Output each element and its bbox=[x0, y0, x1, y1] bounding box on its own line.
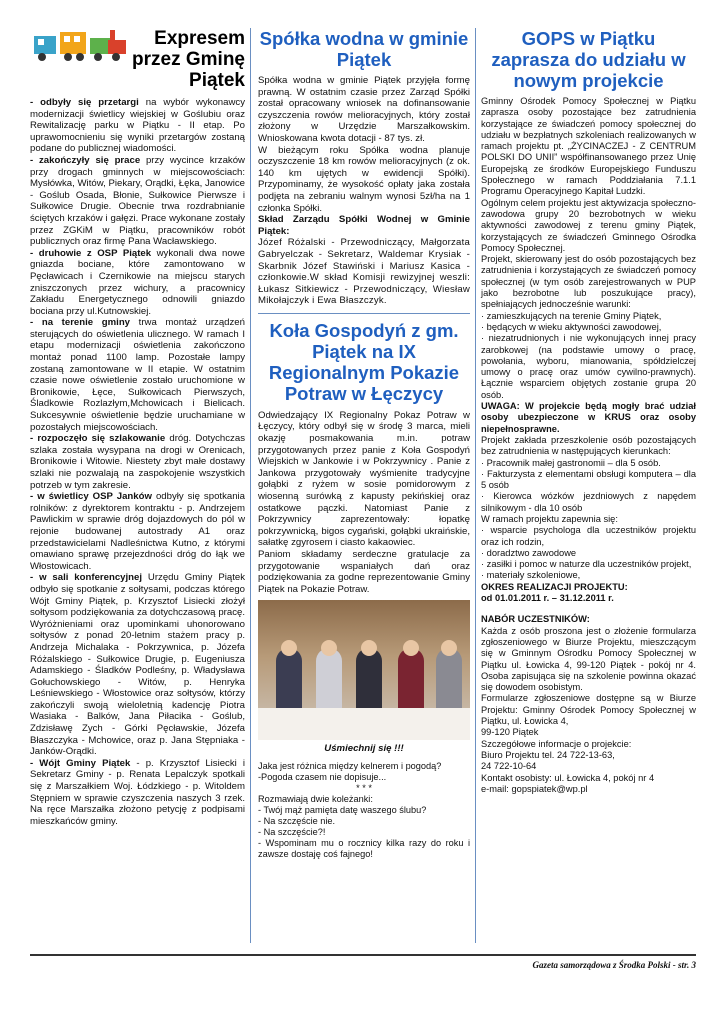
list-item: · Fakturzysta z elementami obsługi komputera – dla 5 osób bbox=[481, 468, 696, 491]
paragraph: Gminny Ośrodek Pomocy Społecznej w Piątku zaprasza osoby pozostające bez zatrudnienia korzystające ze świadczeń pomocy społecznej do udziału w bezpłatnych szkoleniach realizowanych w ramach projektu pt. „ŻYCINACZEJ - Z CENTRUM POLSKI DO UNII” współfinansowanego przez Unię Europejską ze środków Europejskiego Funduszu Społecznego w ramach Poddziałania 7.1.1 Programu Operacyjnego Kapitał Ludzki. bbox=[481, 96, 696, 197]
paragraph: Każda z osób proszona jest o złożenie formularza zgłoszeniowego w Biurze Projektu, mieszczącym się w Gminnym Ośrodku Pomocy Społecznej w Piątku ul. Łowicka 4, 99-120 Piątek - pokój nr 4. Osoba zapisująca się na szkolenie powinna okazać się dowodem osobistym. bbox=[481, 625, 696, 693]
list-item: · Pracownik małej gastronomii – dla 5 osób. bbox=[481, 457, 661, 468]
column-gops bbox=[481, 28, 696, 795]
phone: 24 722-10-64 bbox=[481, 761, 537, 772]
notice: UWAGA: W projekcie będą mogły brać udział osoby ubezpieczone w KRUS oraz osoby niepełnosprawne. bbox=[481, 401, 696, 434]
page-footer: Gazeta samorządowa z Środka Polski - str. 3 bbox=[30, 954, 696, 970]
news-item: - w sali konferencyjnej Urzędu Gminy Piątek odbyło się spotkanie z sołtysami, podczas którego Wójt Gminy Piątek, p. Krzysztof Lisiecki złożył sołtysom podziękowania za dotychczasową pracę. Wyróżnieniami oraz upominkami uhonorowano sołtysów z ponad 20-letnim stażem pracy p. Andrzeja Michalaka - Pokrzywnica, p. Józefa Różalskiego - Sułkowice Drugie, p. Eugeniusza Adamskiego - Śladków Podleśny, p. Władysława Gołuchowskiego - Witów, p. Henryka Leśniewskiego - Włostowice oraz sołtysów, którzy zakończyli swoją wieloletnią kadencję Piotra Wasiaka - Balków, Jana Piłacika - Goślub, Zdzisławę Zych - Górki Pęcławskie, Józefa Błaszczyka - Mchowice, oraz p. Jana Stępniaka - Janków-Orądki. bbox=[30, 572, 245, 758]
support-list bbox=[481, 525, 696, 581]
article-body bbox=[30, 97, 245, 827]
paragraph: Ogólnym celem projektu jest aktywizacja społeczno-zawodowa grupy 20 bezrobotnych w wieku aktywności zawodowej z terenu gminy Piątek, korzystających ze świadczeń Gminnego Ośrodka Pomocy Społecznej. bbox=[481, 197, 696, 253]
paragraph: Odwiedzający IX Regionalny Pokaz Potraw w Łęczycy, który odbył się w środę 3 marca, mieli okazję posmakowania m.in. potraw przygotowanych przez panie z Koła Gospodyń Wiejskich w Jankowie i w Pokrzywnicy . Panie z Jankowa przygotowały wyśmienite tradycyjne gołąbki z ryżem w sosie pomidorowym z wiosenną surówką z kapusty pekińskiej oraz ostatkowe pączki. Natomiast Panie z Pokrzywnicy zaprezentowały: łopatkę pokrzywnicką, bigos cygański, gołąbki ukraińskie, sałatkę zgyrosem i ciasto kakaowiec. bbox=[258, 409, 470, 549]
divider bbox=[258, 313, 470, 314]
joke-line: Rozmawiają dwie koleżanki: bbox=[258, 793, 373, 804]
phone: Biuro Projektu tel. 24 722-13-63, bbox=[481, 749, 615, 760]
news-item: - zakończyły się prace przy wycince krzaków przy drogach gminnych w miejscowościach: Mysłówka, Witów, Piekary, Orądki, Łęka, Janowice - Goślub Osada, Błonie, Sułkowice Pierwsze i Sułkowice Drugie. Obecnie trwa rozdrabnianie ściętych krzaków i gałęzi. Prace wykonane zostały przez ZGKiM w Piątku, pracowników robót publicznych oraz firmę Pana Wacławskiego. bbox=[30, 154, 245, 248]
joke-line: - Na szczęście nie. bbox=[258, 815, 336, 826]
paragraph: Paniom składamy serdeczne gratulacje za przygotowanie wspaniałych dań oraz podziękowania za godne reprezentowanie Gminy Piątek na Pokazie Potraw. bbox=[258, 549, 470, 595]
article-title: Spółka wodna w gminie Piątek bbox=[259, 28, 469, 70]
joke-line: - Twój mąż pamięta datę waszego ślubu? bbox=[258, 804, 427, 815]
joke-line: Jaka jest różnica między kelnerem i pogodą? bbox=[258, 760, 442, 771]
list-item: · będących w wieku aktywności zawodowej, bbox=[481, 321, 662, 332]
paragraph: Projekt, skierowany jest do osób pozostających bez zatrudnienia i korzystających ze świadczeń pomocy społecznej (w tym osób zarejestrowanych w PUP jako bezrobotne lub poszukujące pracy), spełniających jednocześnie warunki: bbox=[481, 254, 696, 310]
paragraph: Spółka wodna w gminie Piątek przyjęła formę prawną. W ostatnim czasie przez Zarząd Spółki został opracowany wniosek na dofinansowanie czyszczenia rowów melioracyjnych, który został złożony w Urzędzie Marszałkowskim. Wnioskowana kwota dotacji - 87 tys. zł. bbox=[258, 75, 470, 144]
board-heading: Skład Zarządu Spółki Wodnej w Gminie Piątek: bbox=[258, 214, 470, 237]
jokes bbox=[258, 761, 470, 860]
conditions-list bbox=[481, 311, 696, 401]
list-item: · wsparcie psychologa dla uczestników projektu oraz ich rodzin, bbox=[481, 525, 696, 547]
list-item: · niezatrudnionych i nie wykonujących innej pracy zarobkowej (na podstawie umowy o pracę, powołania, wyboru, mianowania, spółdzielczej umowy o pracę oraz umów cywilno-prawnych). Łącznie wsparciem objętych zostanie grupa 20 osób. bbox=[481, 333, 696, 400]
contact: Kontakt osobisty: ul. Łowicka 4, pokój nr 4 bbox=[481, 772, 655, 783]
news-item: - w świetlicy OSP Janków odbyły się spotkania rolników: z dyrektorem kontraktu - p. Andrzejem Pawlickim w sprawie dróg dojazdowych do pól w rejonie budowanej autostrady A1 oraz przedstawicielami Nadleśnictwa Kutno, z którymi omawiano sprawę przejezdności dróg do łąk we Włostowicach. bbox=[30, 491, 246, 572]
period-heading: OKRES REALIZACJI PROJEKTU: bbox=[481, 581, 628, 592]
email-link[interactable]: e-mail: gopspiatek@wp.pl bbox=[481, 783, 588, 794]
group-photo bbox=[258, 600, 470, 740]
column-express bbox=[30, 28, 245, 827]
joke-line: * * * bbox=[356, 782, 372, 793]
joke-line: -Pogoda czasem nie dopisuje... bbox=[258, 771, 387, 782]
column-divider bbox=[475, 28, 476, 943]
info-heading: Szczegółowe informacje o projekcie: bbox=[481, 738, 632, 749]
column-divider bbox=[250, 28, 251, 943]
list-item: · zamieszkujących na terenie Gminy Piątek, bbox=[481, 310, 662, 321]
paragraph: W ramach projektu zapewnia się: bbox=[481, 513, 618, 524]
paragraph: Józef Różalski - Przewodniczący, Małgorzata Gabryelczak - Sekretarz, Waldemar Krysiak - Skarbnik Józef Stawiński i Mariusz Kasica - członkowie.W skład Komisji rewizyjnej weszli: Łukasz Sitkiewicz - Przewodniczący, Wiesław Mikołajczyk i Ewa Błaszczyk. bbox=[258, 237, 470, 307]
courses-list bbox=[481, 458, 696, 514]
news-item: - rozpoczęło się szlakowanie dróg. Dotychczas szlaka została wysypana na drogi w Orenicach, Bronikowie i Witowie. Niestety zbyt małe dostawy szlaki nie pozwalają na zaspokojenie wszystkich potrzeb w tym zakresie. bbox=[30, 433, 245, 491]
article-title: Koła Gospodyń z gm. Piątek na IX Regionalnym Pokazie Potraw w Łęczycy bbox=[268, 319, 460, 404]
period-value: od 01.01.2011 r. – 31.12.2011 r. bbox=[481, 593, 614, 604]
list-item: · doradztwo zawodowe bbox=[481, 547, 577, 558]
recruitment-heading: NABÓR UCZESTNIKÓW: bbox=[481, 614, 590, 625]
news-item: - druhowie z OSP Piątek wykonali dwa nowe gniazda bociane, które zamontowano w Pęcławicach i Czernikowie na miejscu starych zniszczonych przez wichury, a pracownicy Zakładu Energetycznego odnowili gniazdo bociana przy ul.Kutnowskiej. bbox=[30, 247, 245, 317]
article-title: Expresem przez Gminę Piątek bbox=[132, 28, 245, 91]
photo-caption: Uśmiechnij się !!! bbox=[324, 743, 404, 755]
news-item: - odbyły się przetargi na wybór wykonawcy modernizacji świetlicy wiejskiej w Goślubiu oraz Rewitalizację parku w Piątku - II etap. Po uprawomocnieniu się wyniki przetargów zostaną podane do publicznej wiadomości. bbox=[30, 97, 245, 155]
address: 99-120 Piątek bbox=[481, 727, 539, 738]
column-water-company bbox=[258, 28, 470, 860]
news-item: - Wójt Gminy Piątek - p. Krzysztof Lisiecki i Sekretarz Gminy - p. Renata Lepalczyk spotkali się z Marszałkiem Woj. Łódzkiego - p. Witoldem Stępniem w sprawie czyszczenia naszych 3 rzek. Na ręce Marszałka złożono petycję z podpisami mieszkańców gminy. bbox=[30, 757, 245, 827]
news-item: - na terenie gminy trwa montaż urządzeń sterujących do oświetlenia ulicznego. W ramach I etapu modernizacji oświetlenia zakończono montaż ponad 1100 lamp. Pozostałe lampy zostaną zamontowane w II etapie. W ostatnim czasie nowe oświetlenie zostało uruchomione w Bronikowie, Łęce, Sułkowicach Pierwszych, Śladkowie Rozlazłym,Mchowicach i Bielicach. Sukcesywnie oświetlenie będzie uruchamiane w pozostałych miejscowościach. bbox=[30, 317, 245, 433]
paragraph: W bieżącym roku Spółka wodna planuje oczyszczenie 18 km rowów melioracyjnych (z ok. 140 km ujętych w ewidencji Spółki). Przypominamy, że wysokość opłaty jaka została podjęta na zebraniu walnym wynosi 5zł/ha na 1 członka Spółki. bbox=[258, 144, 470, 214]
paragraph: Projekt zakłada przeszkolenie osób pozostających bez zatrudnienia w następujących kierunkach: bbox=[481, 434, 696, 457]
paragraph: Formularze zgłoszeniowe dostępne są w Biurze Projektu: Gminny Ośrodek Pomocy Społecznej w Piątku, ul. Łowicka 4, bbox=[481, 693, 696, 727]
list-item: · Kierowca wózków jezdniowych z napędem silnikowym - dla 10 osób bbox=[481, 491, 696, 513]
list-item: · zasiłki i pomoc w naturze dla uczestników projekt, bbox=[481, 559, 692, 570]
joke-line: - Wspominam mu o rocznicy kilka razy do roku i zawsze dostaję coś fajnego! bbox=[258, 837, 470, 859]
list-item: · materiały szkoleniowe, bbox=[481, 570, 581, 581]
joke-line: - Na szczęście?! bbox=[258, 826, 326, 837]
article-title: GOPS w Piątku zaprasza do udziału w nowym projekcie bbox=[491, 28, 686, 91]
